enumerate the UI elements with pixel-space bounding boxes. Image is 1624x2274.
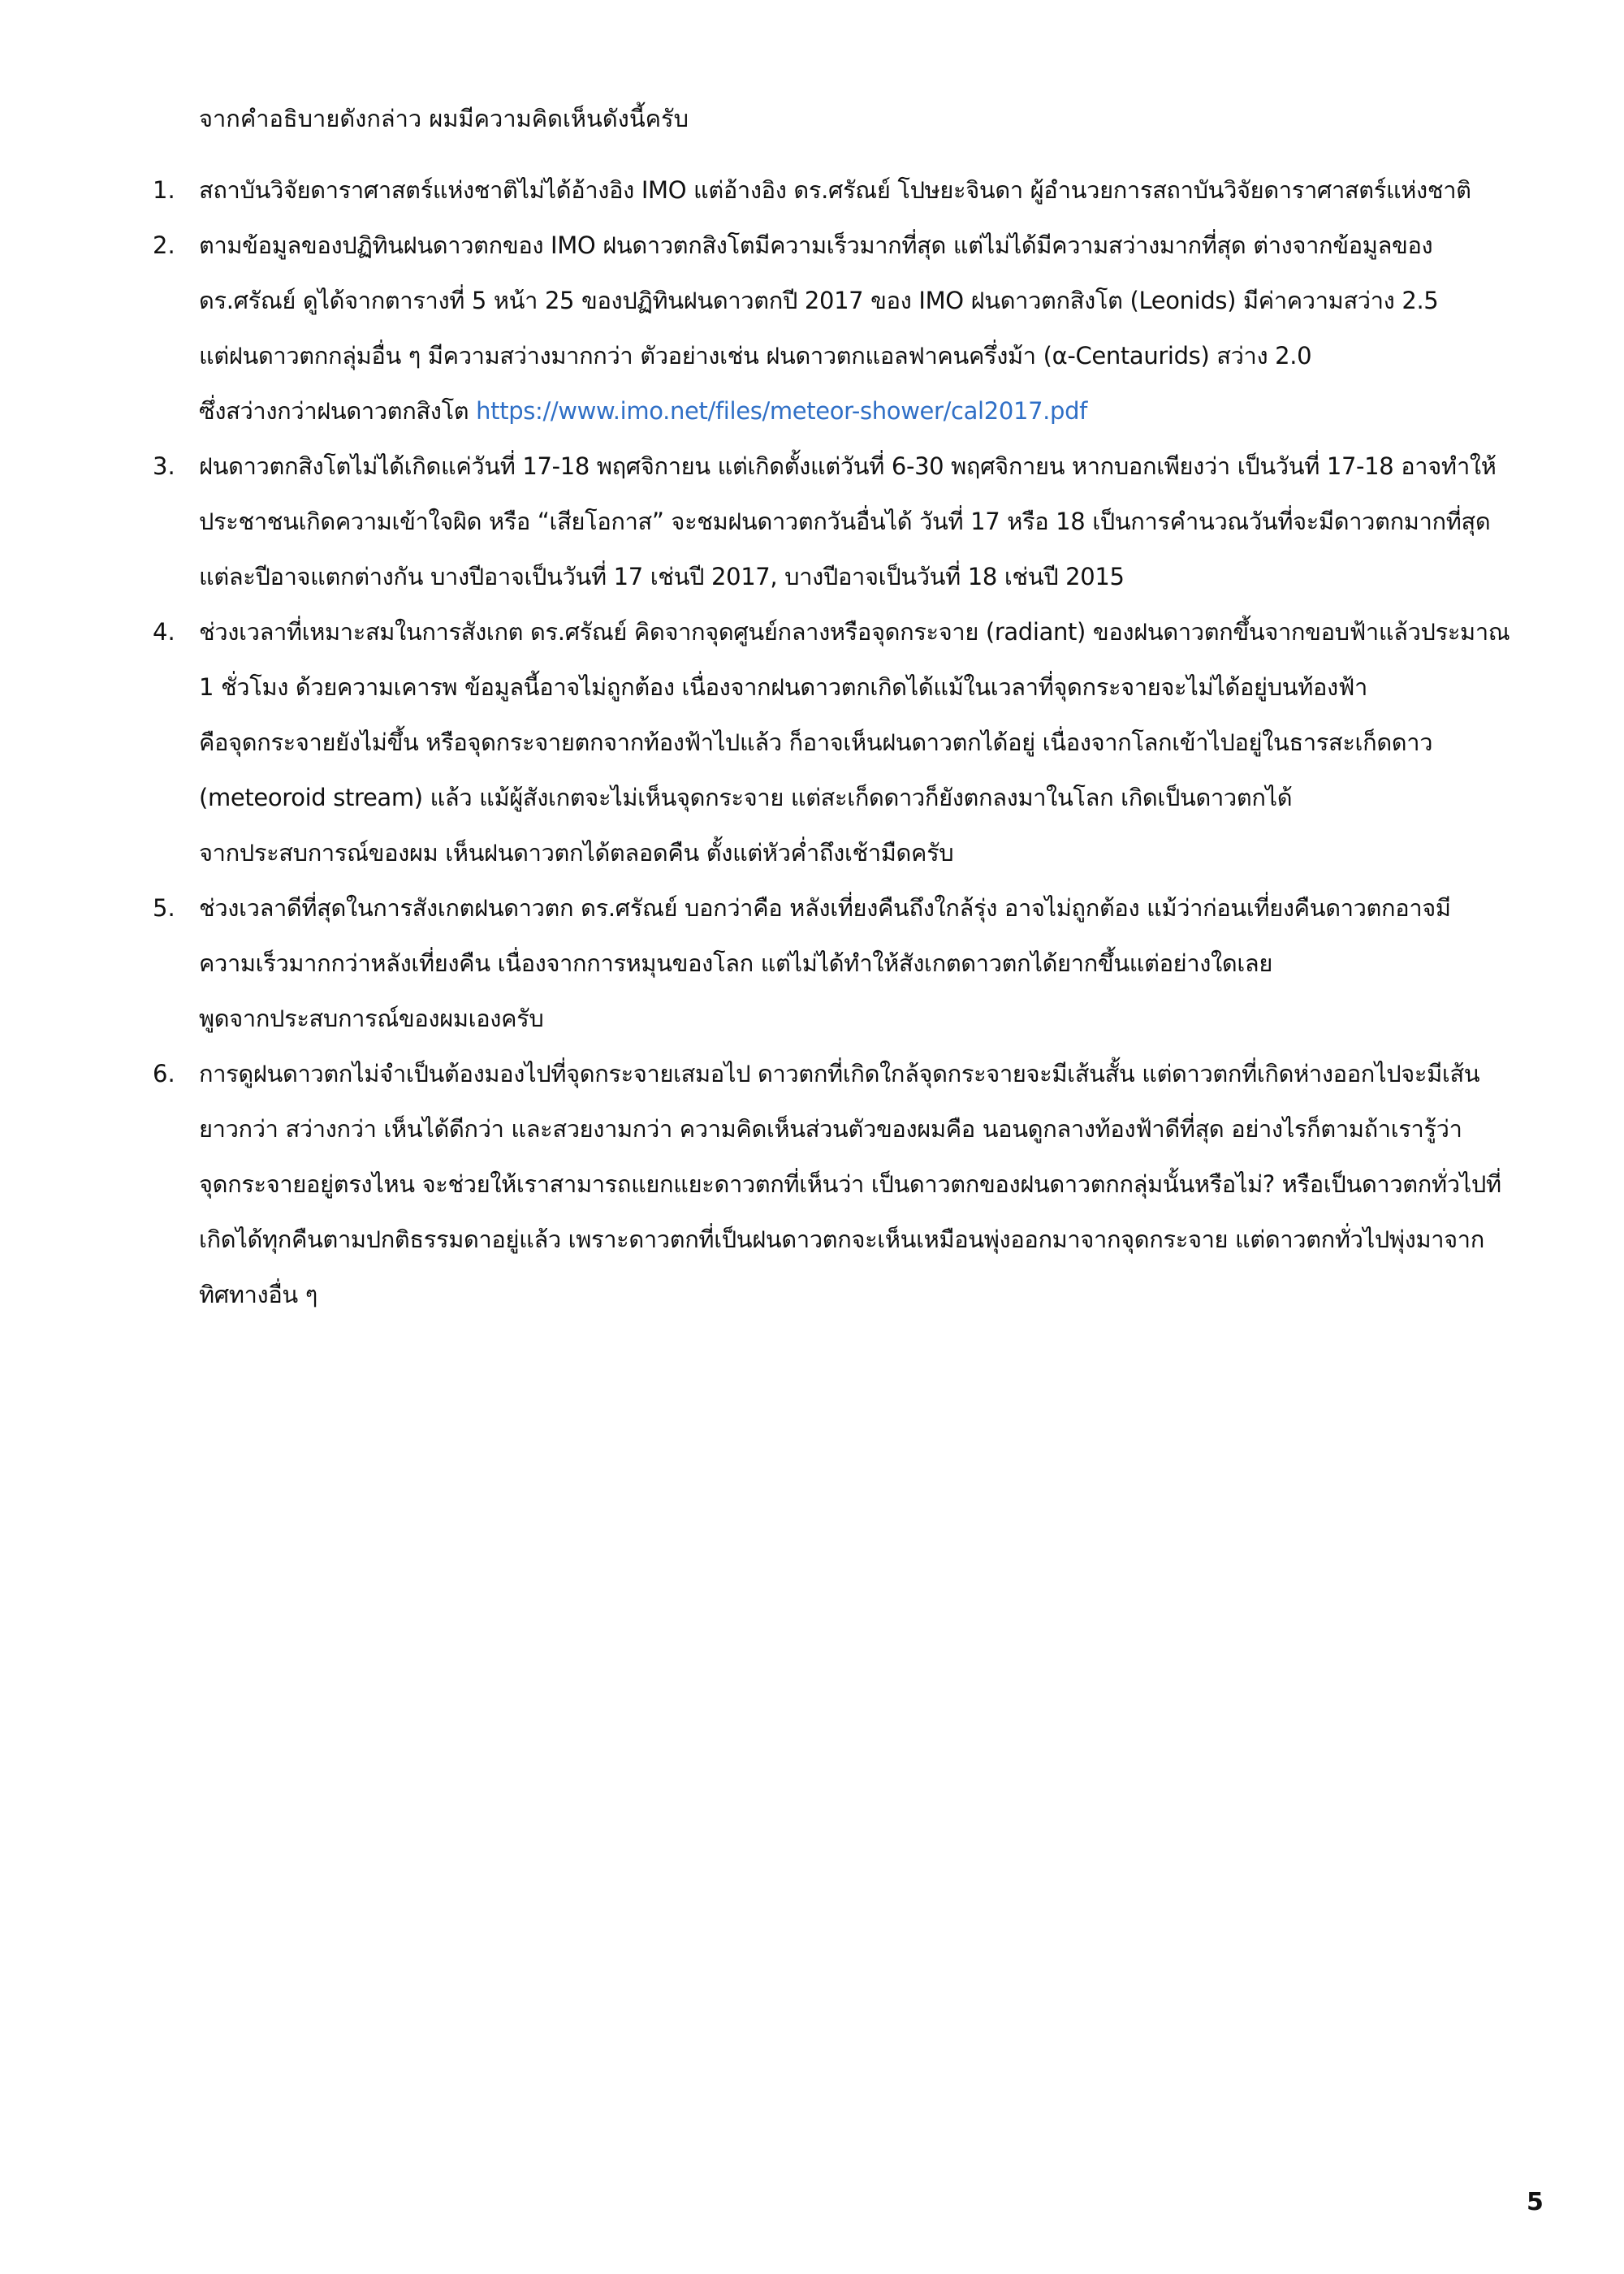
list-number: 5. bbox=[153, 894, 175, 922]
list-line: การดูฝนดาวตกไม่จำเป็นต้องมองไปที่จุดกระจายเสมอไป ดาวตกที่เกิดใกล้จุดกระจายจะมีเส้นสั้น แต่ดาวตกที่เกิดห่างออกไปจะมีเส้น bbox=[199, 1060, 1480, 1087]
list-line: สถาบันวิจัยดาราศาสตร์แห่งชาติไม่ได้อ้างอิง IMO แต่อ้างอิง ดร.ศรัณย์ โปษยะจินดา ผู้อำนวยการสถาบันวิจัยดาราศาสตร์แห่งชาติ bbox=[199, 176, 1471, 204]
list-item-4 bbox=[0, 604, 1624, 880]
list-line: ดร.ศรัณย์ ดูได้จากตารางที่ 5 หน้า 25 ของปฏิทินฝนดาวตกปี 2017 ของ IMO ฝนดาวตกสิงโต (Leonids) มีค่าความสว่าง 2.5 bbox=[199, 287, 1439, 314]
page-number: 5 bbox=[1527, 2188, 1544, 2216]
list-line: ประชาชนเกิดความเข้าใจผิด หรือ “เสียโอกาส” จะชมฝนดาวตกวันอื่นได้ วันที่ 17 หรือ 18 เป็นการคำนวณวันที่จะมีดาวตกมากที่สุด bbox=[199, 508, 1491, 535]
list-number: 6. bbox=[153, 1060, 175, 1087]
list-number: 2. bbox=[153, 231, 175, 259]
list-item-2 bbox=[0, 218, 1624, 439]
list-line-text: ซึ่งสว่างกว่าฝนดาวตกสิงโต bbox=[199, 397, 477, 425]
list-line: ความเร็วมากกว่าหลังเที่ยงคืน เนื่องจากการหมุนของโลก แต่ไม่ได้ทำให้สังเกตดาวตกได้ยากขึ้นแต่อย่างใดเลย bbox=[199, 949, 1272, 977]
list-number: 4. bbox=[153, 618, 175, 646]
list-item-3 bbox=[0, 439, 1624, 604]
list-item-6 bbox=[0, 1046, 1624, 1322]
list-line: 1 ชั่วโมง ด้วยความเคารพ ข้อมูลนี้อาจไม่ถูกต้อง เนื่องจากฝนดาวตกเกิดได้แม้ในเวลาที่จุดกระจายจะไม่ได้อยู่บนท้องฟ้า bbox=[199, 673, 1367, 701]
list-line: ทิศทางอื่น ๆ bbox=[199, 1281, 317, 1308]
list-line: แต่ฝนดาวตกกลุ่มอื่น ๆ มีความสว่างมากกว่า ตัวอย่างเช่น ฝนดาวตกแอลฟาคนครึ่งม้า (α-Centaurids) สว่าง 2.0 bbox=[199, 342, 1312, 370]
list-line: พูดจากประสบการณ์ของผมเองครับ bbox=[199, 1005, 544, 1032]
list-line: ยาวกว่า สว่างกว่า เห็นได้ดีกว่า และสวยงามกว่า ความคิดเห็นส่วนตัวของผมคือ นอนดูกลางท้องฟ้าดีที่สุด อย่างไรก็ตามถ้าเรารู้ว่า bbox=[199, 1115, 1462, 1143]
list-line: (meteoroid stream) แล้ว แม้ผู้สังเกตจะไม่เห็นจุดกระจาย แต่สะเก็ดดาวก็ยังตกลงมาในโลก เกิดเป็นดาวตกได้ bbox=[199, 784, 1293, 811]
list-line: ตามข้อมูลของปฏิทินฝนดาวตกของ IMO ฝนดาวตกสิงโตมีความเร็วมากที่สุด แต่ไม่ได้มีความสว่างมากที่สุด ต่างจากข้อมูลของ bbox=[199, 231, 1433, 259]
list-number: 1. bbox=[153, 176, 175, 204]
list-item-1 bbox=[0, 162, 1624, 218]
list-line-with-link bbox=[199, 383, 1579, 439]
list-line: ช่วงเวลาดีที่สุดในการสังเกตฝนดาวตก ดร.ศรัณย์ บอกว่าคือ หลังเที่ยงคืนถึงใกล้รุ่ง อาจไม่ถูกต้อง แม้ว่าก่อนเที่ยงคืนดาวตกอาจมี bbox=[199, 894, 1451, 922]
list-line: เกิดได้ทุกคืนตามปกติธรรมดาอยู่แล้ว เพราะดาวตกที่เป็นฝนดาวตกจะเห็นเหมือนพุ่งออกมาจากจุดกระจาย แต่ดาวตกทั่วไปพุ่งมาจาก bbox=[199, 1226, 1484, 1253]
numbered-list bbox=[0, 162, 1624, 1322]
list-line: จากประสบการณ์ของผม เห็นฝนดาวตกได้ตลอดคืน ตั้งแต่หัวค่ำถึงเช้ามืดครับ bbox=[199, 839, 954, 867]
list-item-5 bbox=[0, 880, 1624, 1046]
list-number: 3. bbox=[153, 452, 175, 480]
list-line: ฝนดาวตกสิงโตไม่ได้เกิดแค่วันที่ 17-18 พฤศจิกายน แต่เกิดตั้งแต่วันที่ 6-30 พฤศจิกายน หากบอกเพียงว่า เป็นวันที่ 17-18 อาจทำให้ bbox=[199, 452, 1497, 480]
intro-paragraph: จากคำอธิบายดังกล่าว ผมมีความคิดเห็นดังนี้ครับ bbox=[199, 105, 689, 132]
list-line: แต่ละปีอาจแตกต่างกัน บางปีอาจเป็นวันที่ 17 เช่นปี 2017, บางปีอาจเป็นวันที่ 18 เช่นปี 2015 bbox=[199, 563, 1125, 590]
imo-calendar-link[interactable]: https://www.imo.net/files/meteor-shower/cal2017.pdf bbox=[476, 397, 1088, 425]
list-line: จุดกระจายอยู่ตรงไหน จะช่วยให้เราสามารถแยกแยะดาวตกที่เห็นว่า เป็นดาวตกของฝนดาวตกกลุ่มนั้นหรือไม่? หรือเป็นดาวตกทั่วไปที่ bbox=[199, 1170, 1501, 1198]
list-line: ช่วงเวลาที่เหมาะสมในการสังเกต ดร.ศรัณย์ คิดจากจุดศูนย์กลางหรือจุดกระจาย (radiant) ของฝนดาวตกขึ้นจากขอบฟ้าแล้วประมาณ bbox=[199, 618, 1510, 646]
list-line: คือจุดกระจายยังไม่ขึ้น หรือจุดกระจายตกจากท้องฟ้าไปแล้ว ก็อาจเห็นฝนดาวตกได้อยู่ เนื่องจากโลกเข้าไปอยู่ในธารสะเก็ดดาว bbox=[199, 728, 1433, 756]
